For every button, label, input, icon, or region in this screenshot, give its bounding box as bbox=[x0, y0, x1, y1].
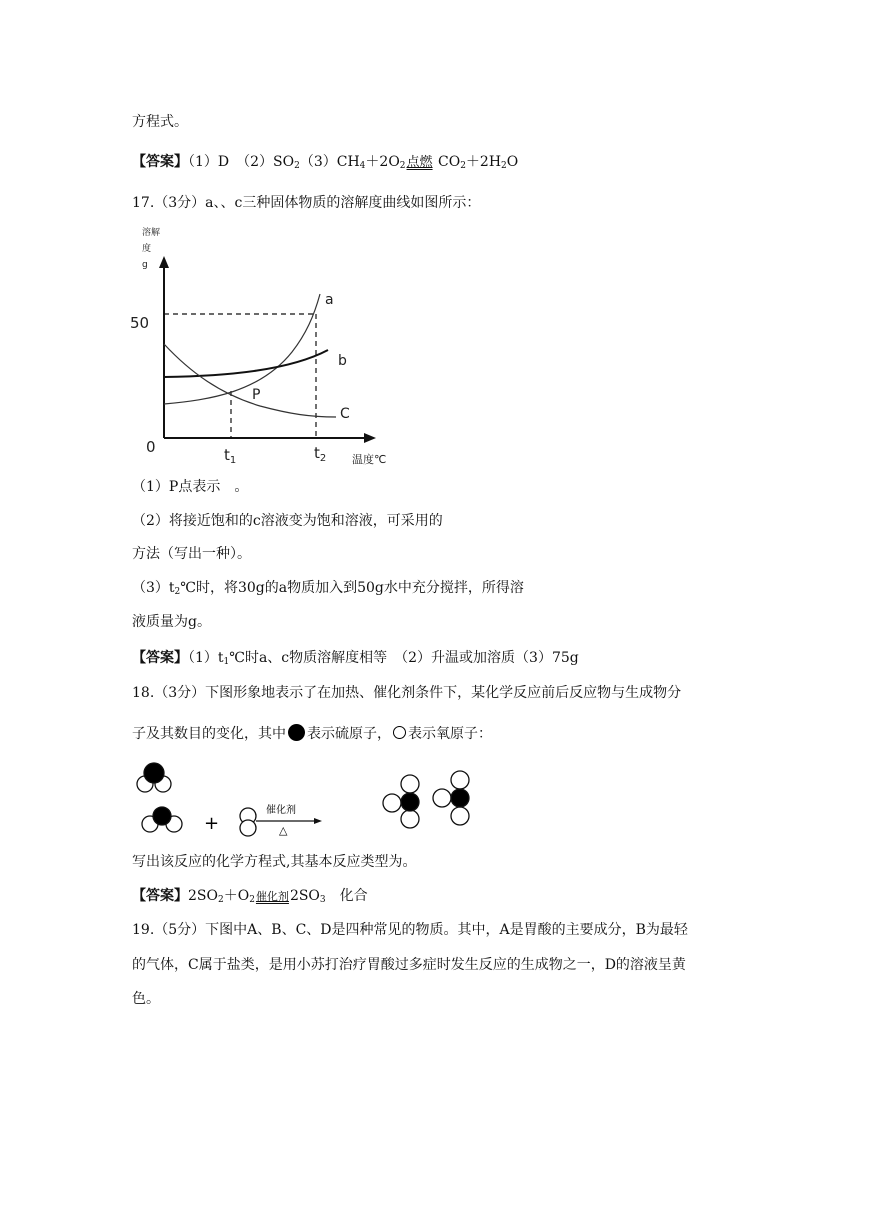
curve-a bbox=[164, 294, 320, 404]
subscript: 1 bbox=[223, 657, 230, 667]
y-axis-label-2: 度 bbox=[142, 244, 152, 254]
oxygen-atom-icon bbox=[393, 726, 406, 739]
question-17: 17.（3分）a、、c三种固体物质的溶解度曲线如图所示： bbox=[132, 195, 481, 211]
text: ＋2H bbox=[465, 154, 502, 170]
reaction-arrowhead bbox=[314, 818, 322, 824]
text: （3）t bbox=[132, 580, 175, 596]
y-axis-arrow bbox=[159, 256, 169, 268]
subscript: 2 bbox=[174, 587, 181, 597]
question-17-1: （1）P点表示 。 bbox=[132, 479, 249, 495]
text: ＋O bbox=[223, 888, 250, 904]
x-axis-label: 温度℃ bbox=[352, 453, 387, 466]
question-17-2: （2）将接近饱和的c溶液变为饱和溶液，可采用的 bbox=[132, 513, 443, 529]
heat-label: △ bbox=[279, 824, 288, 837]
answer-label: 【答案】 bbox=[132, 650, 188, 666]
text: 化合 bbox=[325, 888, 368, 904]
sulfur-atom bbox=[401, 793, 419, 811]
curve-label-a: a bbox=[325, 292, 334, 308]
question-18-line-1: 18.（3分）下图形象地表示了在加热、催化剂条件下，某化学反应前后反应物与生成物分 bbox=[132, 685, 682, 701]
text: ＋2O bbox=[365, 154, 400, 170]
question-17-3-cont: 液质量为g。 bbox=[132, 614, 211, 630]
sulfur-atom bbox=[144, 763, 164, 783]
subscript: 2 bbox=[501, 161, 507, 171]
question-17-3 bbox=[132, 578, 524, 602]
answer-17 bbox=[132, 648, 579, 672]
y-tick-50: 50 bbox=[130, 314, 150, 332]
answer-16 bbox=[132, 152, 518, 176]
origin-label: 0 bbox=[146, 438, 156, 456]
reaction-condition: 催化剂 bbox=[255, 890, 289, 903]
curve-label-c: C bbox=[340, 406, 350, 422]
oxygen-atom bbox=[240, 820, 256, 836]
sulfur-atom bbox=[153, 807, 171, 825]
reaction-figure bbox=[128, 760, 488, 840]
x-axis-arrow bbox=[364, 433, 376, 443]
catalyst-label: 催化剂 bbox=[266, 805, 296, 816]
text: 2SO bbox=[289, 888, 320, 904]
plus-sign: + bbox=[204, 813, 220, 834]
text: 表示硫原子， bbox=[307, 726, 391, 742]
x-tick-t1: $t_1$ bbox=[224, 446, 237, 466]
answer-label: 【答案】 bbox=[132, 888, 188, 904]
solubility-curve-figure bbox=[120, 222, 410, 470]
subscript: 2 bbox=[399, 161, 406, 171]
curve-c bbox=[164, 344, 336, 417]
question-18-line-2 bbox=[132, 724, 492, 744]
text: （3）CH bbox=[299, 154, 360, 170]
reaction-condition: 点燃 bbox=[406, 155, 433, 170]
oxygen-atom bbox=[383, 794, 401, 812]
answer-18 bbox=[132, 886, 368, 910]
text: ℃时a、c物质溶解度相等 （2）升温或加溶质（3）75g bbox=[229, 650, 579, 666]
subscript: 2 bbox=[460, 161, 466, 171]
oxygen-atom bbox=[433, 789, 451, 807]
text: O bbox=[506, 154, 519, 170]
subscript: 3 bbox=[319, 895, 326, 905]
subscript: 4 bbox=[359, 161, 366, 171]
y-axis-label-1: 溶解 bbox=[142, 228, 161, 238]
point-label-p: P bbox=[252, 387, 261, 403]
text: （1）D （2）SO bbox=[188, 154, 295, 170]
oxygen-atom bbox=[451, 771, 469, 789]
subscript: 2 bbox=[294, 161, 300, 171]
question-19-line-2: 的气体，C属于盐类，是用小苏打治疗胃酸过多症时发生反应的生成物之一，D的溶液呈黄 bbox=[132, 957, 686, 973]
y-axis-label-3: g bbox=[142, 260, 148, 270]
curve-b bbox=[164, 350, 328, 377]
text: ℃时，将30g的a物质加入到50g水中充分搅拌，所得溶 bbox=[180, 580, 524, 596]
subscript: 2 bbox=[249, 895, 255, 905]
oxygen-atom bbox=[451, 807, 469, 825]
text-line: 方程式。 bbox=[132, 114, 188, 130]
text: 子及其数目的变化，其中 bbox=[132, 726, 286, 742]
text: 表示氧原子： bbox=[408, 726, 492, 742]
sulfur-atom bbox=[451, 789, 469, 807]
subscript: 2 bbox=[217, 895, 224, 905]
question-19-line-1: 19.（5分）下图中A、B、C、D是四种常见的物质。其中，A是胃酸的主要成分，B为最轻 bbox=[132, 922, 688, 938]
question-19-line-3: 色。 bbox=[132, 991, 160, 1007]
oxygen-atom bbox=[401, 810, 419, 828]
x-tick-t2: $t_2$ bbox=[314, 444, 327, 464]
answer-label: 【答案】 bbox=[132, 154, 188, 170]
curve-label-b: b bbox=[338, 353, 347, 369]
oxygen-atom bbox=[401, 775, 419, 793]
text: （1）t bbox=[188, 650, 224, 666]
sulfur-atom-icon bbox=[288, 724, 305, 741]
question-17-2-cont: 方法（写出一种）。 bbox=[132, 546, 251, 562]
text: CO bbox=[433, 154, 461, 170]
text: 2SO bbox=[188, 888, 218, 904]
question-18-line-3: 写出该反应的化学方程式,其基本反应类型为。 bbox=[132, 854, 417, 870]
